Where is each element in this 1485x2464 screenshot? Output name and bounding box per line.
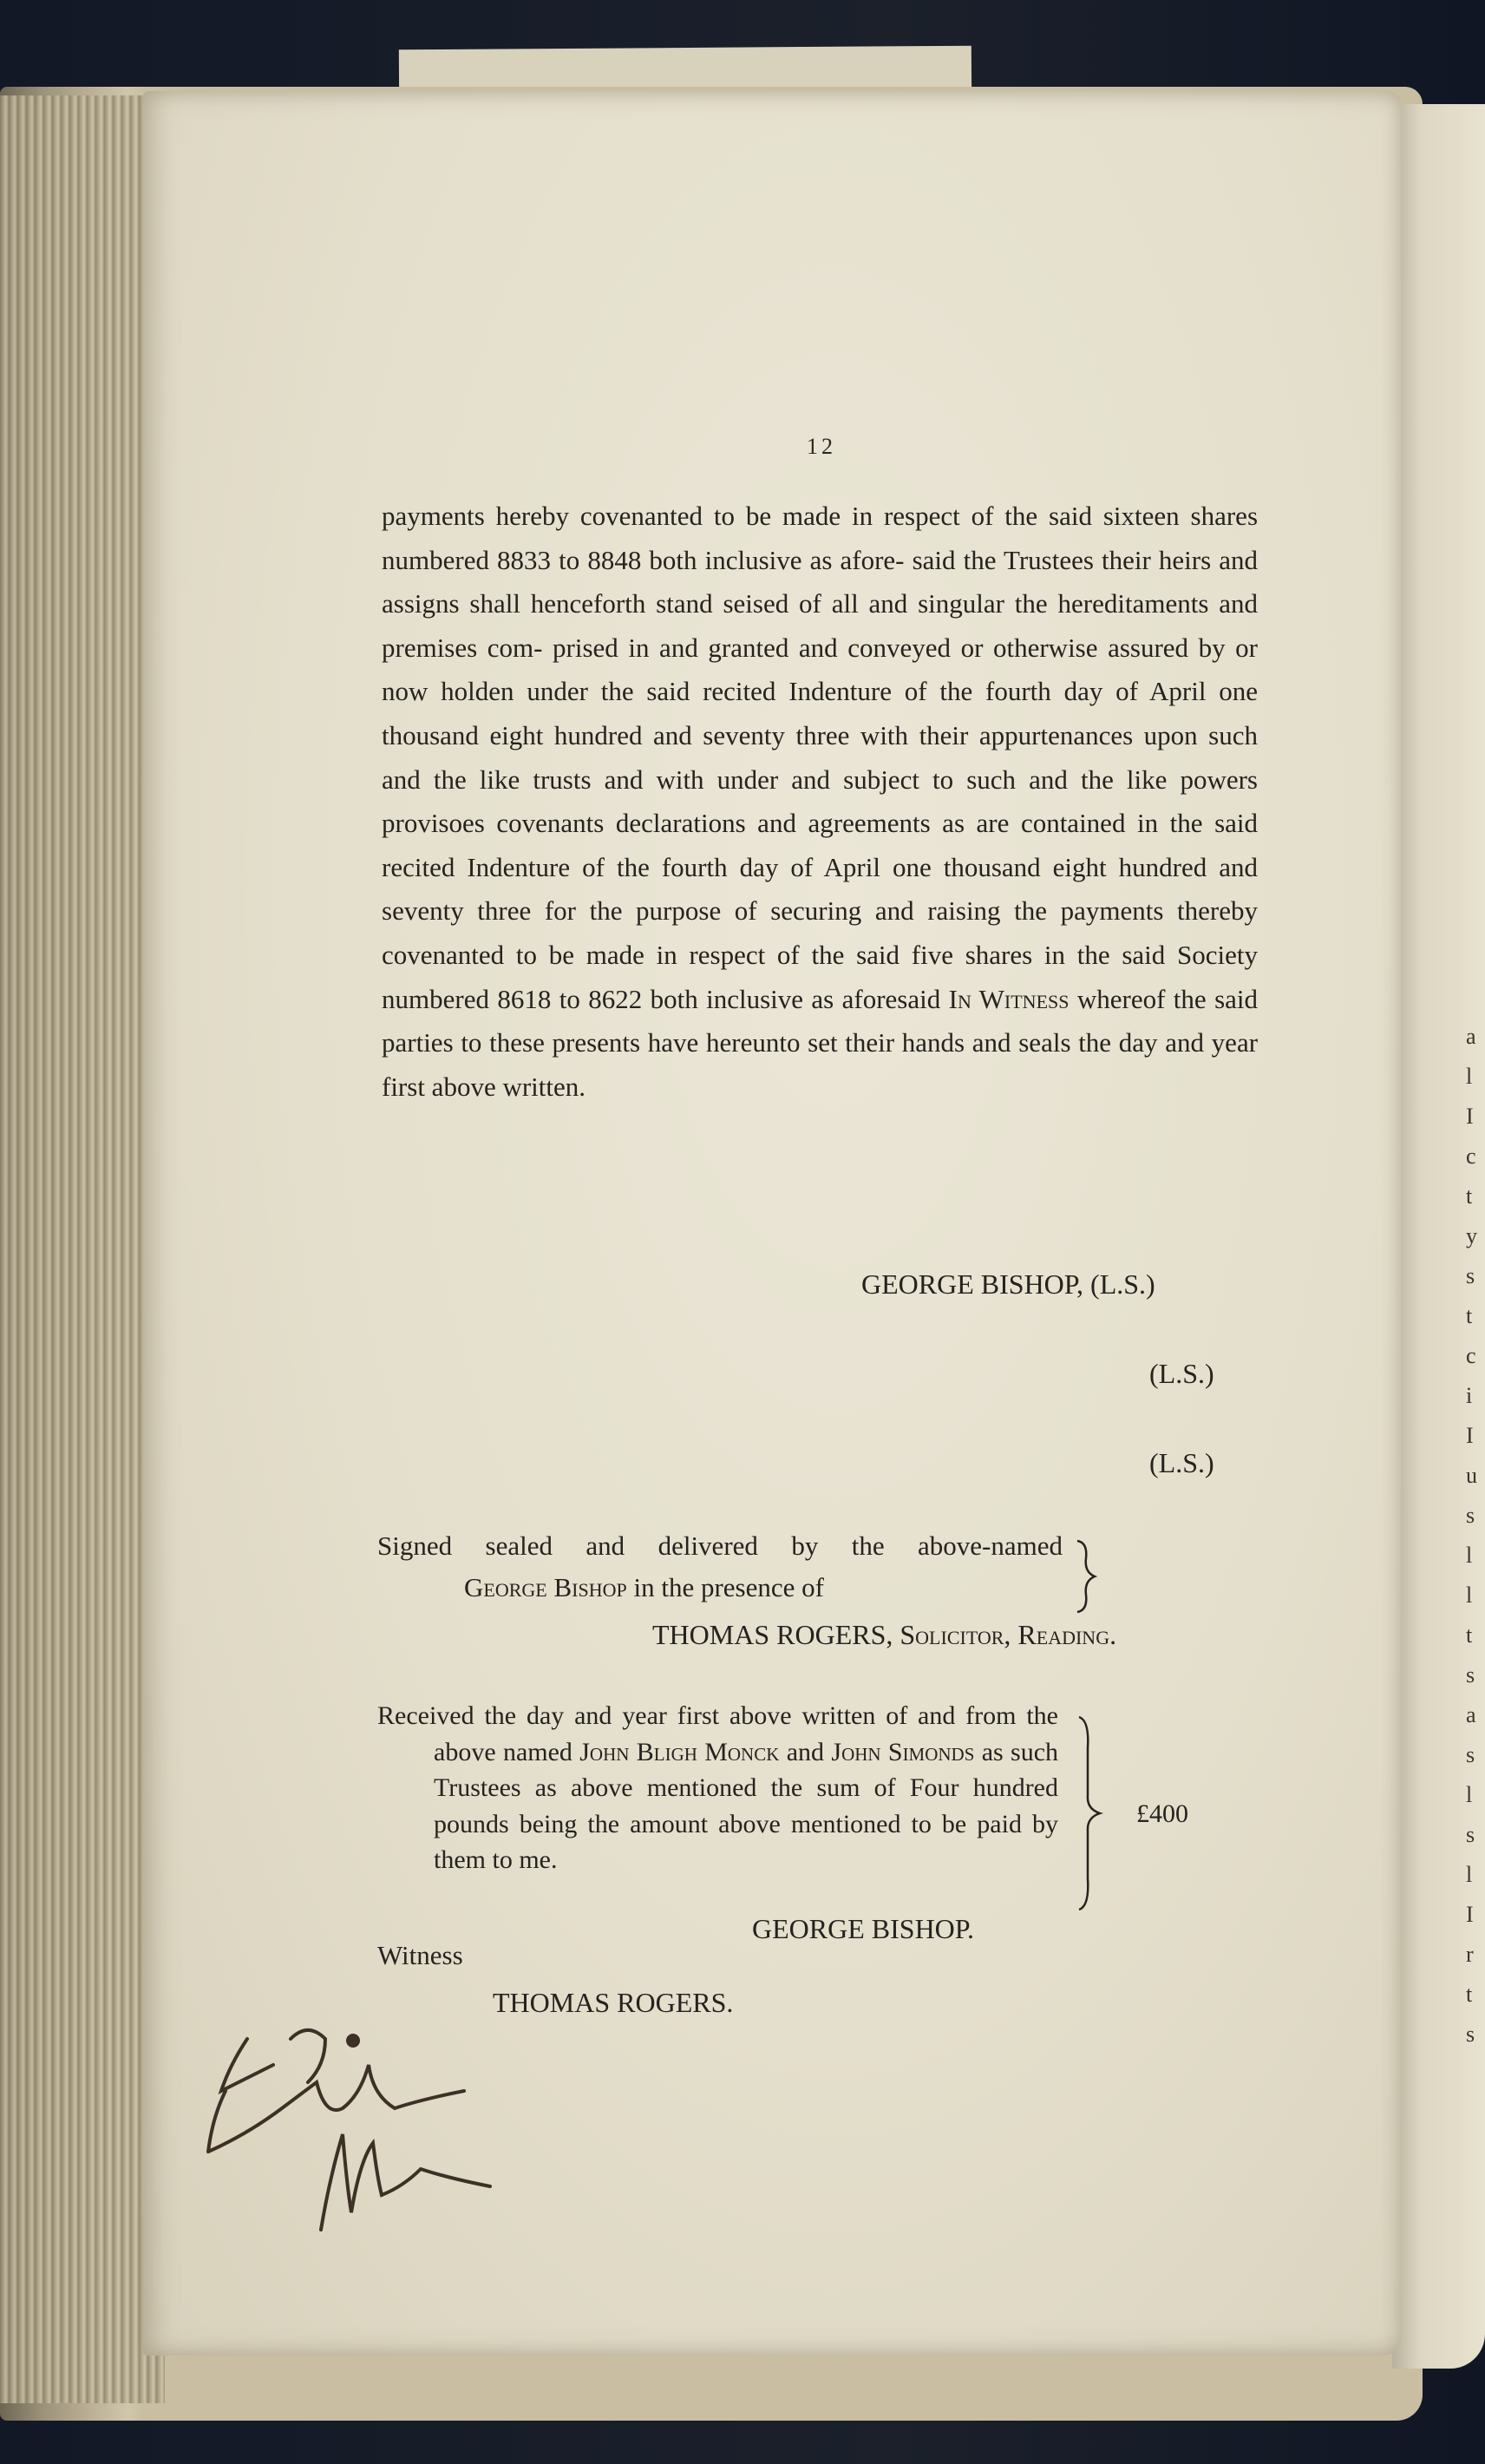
body-line: declarations and agreements as are contained in the said recited <box>382 808 1258 882</box>
witness-label: Witness <box>377 1940 463 1970</box>
page-number: 12 <box>807 434 836 459</box>
receipt-paragraph <box>377 1698 1058 1878</box>
body-line: sixteen shares numbered 8833 to 8848 both inclusive as afore- <box>382 501 1259 575</box>
receipt-text: and <box>786 1737 825 1766</box>
handwritten-signature-mark <box>195 2013 507 2238</box>
facing-page-letter: a <box>1466 1024 1476 1049</box>
facing-page-letter: s <box>1466 2022 1475 2047</box>
brace-receipt <box>1074 1714 1105 1913</box>
signature-george-bishop: GEORGE BISHOP, (L.S.) <box>861 1268 1155 1300</box>
facing-page-letter: t <box>1466 1622 1473 1648</box>
facing-page-letter: l <box>1466 1583 1473 1608</box>
body-line: seised of all and singular the hereditaments and premises com- <box>382 588 1258 663</box>
witness-thomas-rogers <box>652 1614 1116 1655</box>
body-line: payments thereby covenanted to be made in respect of the said <box>382 895 1258 970</box>
page-edges <box>0 95 165 2403</box>
facing-page-letter: l <box>1466 1064 1473 1089</box>
facing-page-letter: l <box>1466 1543 1473 1568</box>
facing-page-letter: a <box>1466 1702 1476 1727</box>
facing-page-letter: i <box>1466 1383 1473 1408</box>
receipt-text: Received the day and year first above written of and from the above named <box>377 1701 1058 1766</box>
body-line: these presents have hereunto set their hands and seals the day <box>489 1027 1158 1058</box>
facing-page-letter: c <box>1466 1144 1476 1169</box>
body-line: of April one thousand eight hundred and seventy three with <box>382 676 1259 750</box>
presence-line <box>464 1567 824 1609</box>
facing-page-letter: s <box>1466 1822 1475 1847</box>
receipt-witness-name: THOMAS ROGERS. <box>493 1987 734 2018</box>
seal-ls-third: (L.S.) <box>1149 1447 1214 1478</box>
body-line: inclusive as aforesaid <box>706 983 941 1014</box>
witness-name: THOMAS ROGERS, <box>652 1619 893 1650</box>
receipt-signer: GEORGE BISHOP. <box>752 1913 975 1944</box>
in-witness-phrase: In Witness <box>948 983 1070 1014</box>
facing-page-letter: l <box>1466 1782 1473 1807</box>
body-line: payments hereby covenanted to be made in respect of the said <box>382 501 1092 531</box>
facing-page-letter: I <box>1466 1104 1474 1129</box>
body-line: five shares in the said Society numbered 8618 to 8622 both <box>382 939 1258 1014</box>
facing-page-letter: t <box>1466 1183 1473 1209</box>
body-paragraph <box>382 495 1258 1109</box>
body-line: now holden under the said recited Indenture of the fourth day <box>382 676 1103 707</box>
facing-page-letter: u <box>1466 1463 1477 1488</box>
facing-page-letter: c <box>1466 1343 1476 1368</box>
facing-page-letter: s <box>1466 1742 1475 1767</box>
name-john-bligh-monck: John Bligh Monck <box>579 1737 780 1766</box>
seal-ls-second: (L.S.) <box>1149 1358 1214 1389</box>
facing-page-letter: s <box>1466 1263 1475 1288</box>
facing-page-letter: t <box>1466 1982 1473 2007</box>
facing-page-letter: I <box>1466 1902 1474 1927</box>
facing-page-letter: I <box>1466 1423 1474 1448</box>
facing-page-letter: s <box>1466 1662 1475 1687</box>
facing-page-letter: l <box>1466 1862 1473 1887</box>
body-line: whereof the said parties to <box>382 983 1259 1058</box>
body-line: and year first above written. <box>382 1027 1259 1102</box>
facing-page-letter: s <box>1466 1503 1475 1528</box>
body-line: Indenture of the fourth day of April one thousand eight hundred <box>467 851 1207 882</box>
presence-text: in the presence of <box>633 1572 824 1602</box>
george-bishop-sc: George Bishop <box>464 1572 627 1602</box>
body-line: their appurtenances upon such and the like trusts and with under <box>382 719 1258 795</box>
brace-signed <box>1074 1537 1100 1615</box>
name-john-simonds: John Simonds <box>831 1737 975 1766</box>
facing-page-letter: r <box>1466 1942 1474 1967</box>
body-line: said the Trustees their heirs and assigns shall henceforth stand <box>382 544 1259 619</box>
receipt-text: as such Trustees as above mentioned the sum of Four hundred pounds being the amount above mentioned to be paid by them to me. <box>434 1737 1059 1874</box>
body-line: and seventy three for the purpose of securing and raising the <box>382 851 1259 927</box>
facing-page-letter: y <box>1466 1223 1477 1248</box>
receipt-amount: £400 <box>1136 1799 1188 1828</box>
body-line: and subject to such and the like powers provisoes covenants <box>382 763 1258 839</box>
witness-title: Solicitor, Reading. <box>900 1619 1117 1650</box>
signed-sealed-line: Signed sealed and delivered by the above-named <box>377 1530 1063 1561</box>
facing-page-letter: t <box>1466 1303 1473 1328</box>
body-line: prised in and granted and conveyed or otherwise assured by or <box>553 632 1259 663</box>
